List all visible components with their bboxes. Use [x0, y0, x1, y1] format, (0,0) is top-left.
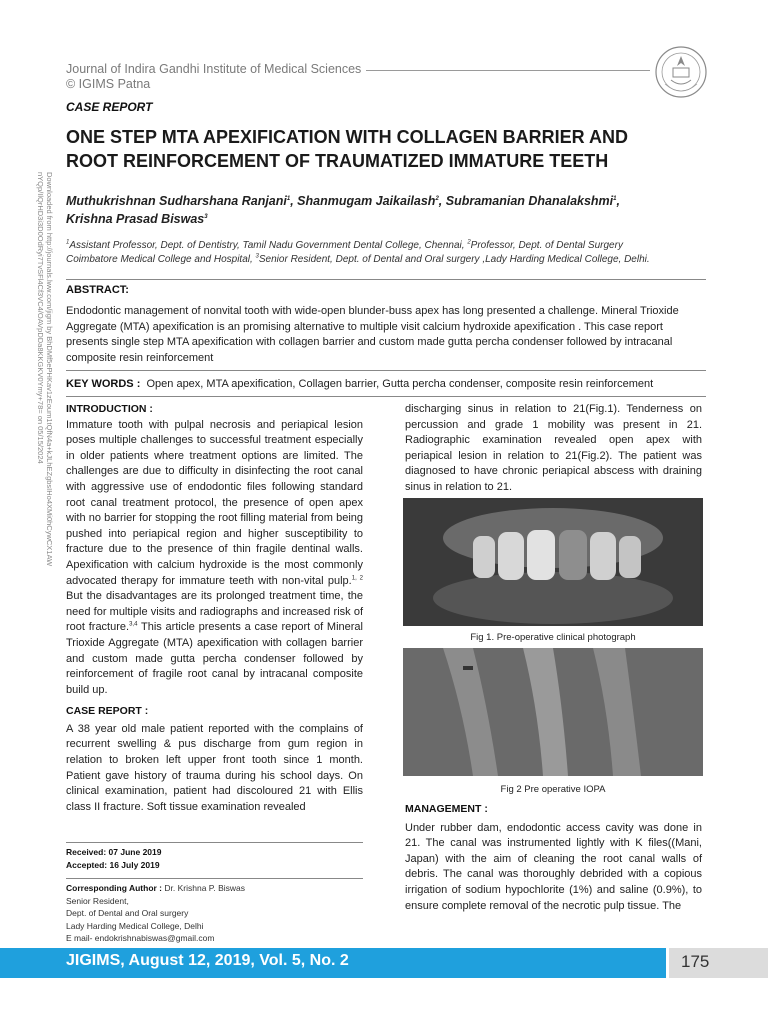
download-notice-line1: Downloaded from http://journals.lww.com/jigm by BhDMf5ePHKav1zEoum1tQfN4a+kJLhEZgbsIHo4XMi0hCywCX1AW [45, 172, 54, 567]
author-1: Muthukrishnan Sudharshana Ranjani [66, 194, 287, 208]
ref-1: 1, 2 [351, 574, 363, 581]
case-report-paragraph: A 38 year old male patient reported with the complains of recurrent swelling & pus discharge from gum region in relation to broken left upper front tooth since 1 month. Patient gave history of trauma during his school days. On clinical examination, patient had discoloured 21 with Ellis class II fracture. Soft tissue examination revealed [66, 722, 363, 813]
affil-1: Assistant Professor, Dept. of Dentistry, Tamil Nadu Government Dental College, Chennai, [69, 240, 468, 251]
keywords-label: KEY WORDS : [66, 378, 141, 390]
ref-2: 3,4 [129, 621, 138, 628]
affil-sup-2: 2 [467, 239, 471, 246]
affiliations [66, 239, 716, 267]
abstract-heading: ABSTRACT: [66, 284, 129, 296]
right-column-top: discharging sinus in relation to 21(Fig.1). Tenderness on percussion and grade 1 mobility was present in 21. Radiographic examination revealed open apex with periapical lesion in relation to 21(Fig.2). The patient was diagnosed to have chronic periapical abscess with draining sinus in relation to 21. [405, 403, 702, 493]
accepted-label: Accepted: [66, 859, 108, 870]
author-2: Shanmugam Jaikailash [297, 194, 436, 208]
author-4-affil: 3 [204, 213, 208, 220]
author-list: Muthukrishnan Sudharshana Ranjani$^1$, Shanmugam Jaikailash$^2$, Subramanian Dhanalakshmi$^1$, Krishna Prasad Biswas$^3$ [66, 194, 620, 226]
article-title [66, 125, 706, 173]
management-paragraph: Under rubber dam, endodontic access cavity was done in 21. The canal was instrumented lightly with K files((Mani, Japan) with the aim of cleaning the root canal walls of debris. The canal was thoroughly debrided with a copious irrigation of sodium hypochlorite (1%) and saline (0.9%), to ensure complete removal of the necrotic pulp tissue. The [405, 821, 702, 912]
author-4: Krishna Prasad Biswas [66, 212, 205, 226]
affil-4: Senior Resident, Dept. of Dental and Oral surgery ,Lady Harding Medical College, Delhi. [258, 254, 650, 265]
divider [66, 396, 706, 397]
figure-1-caption: Fig 1. Pre-operative clinical photograph [470, 632, 636, 643]
journal-name [66, 62, 361, 92]
divider [66, 878, 363, 879]
intro-heading: INTRODUCTION : [66, 403, 153, 415]
article-dates [66, 846, 366, 871]
institute-seal-icon [653, 44, 709, 100]
author-3: Subramanian Dhanalakshmi [445, 194, 614, 208]
page-number-box [669, 948, 768, 978]
article-category: CASE REPORT [66, 100, 153, 114]
download-notice [36, 172, 54, 692]
author-3-affil: 1 [613, 195, 617, 202]
page-number: 175 [681, 952, 710, 971]
figure-2-radiograph [403, 648, 703, 776]
author-1-affil: 1 [286, 195, 291, 202]
journal-copyright: © IGIMS Patna [66, 77, 151, 91]
affil-3: Coimbatore Medical College and Hospital, [66, 254, 256, 265]
keywords [66, 378, 716, 390]
case-report-heading: CASE REPORT : [66, 705, 149, 718]
management-heading: MANAGEMENT : [405, 803, 488, 815]
figure-2-caption: Fig 2 Pre operative IOPA [500, 784, 606, 795]
accepted-date: 16 July 2019 [109, 859, 160, 870]
footer-citation: JIGIMS, August 12, 2019, Vol. 5, No. 2 [66, 952, 349, 969]
affil-sup-3: 3 [255, 253, 259, 260]
download-notice-line2: nYQp/IlQrHD3i3D0OdRyi7TvSFl4Cf3VC4/OAVpDDa8KKGKV0Ymy+78= on 05/15/2024 [36, 172, 45, 464]
figure-1-clinical-photo [403, 498, 703, 626]
divider [66, 279, 706, 280]
correspondence-block [66, 882, 366, 945]
corresponding-label: Corresponding Author : [66, 883, 163, 893]
corresponding-email: E mail- endokrishnabiswas@gmail.com [66, 933, 215, 943]
divider [66, 842, 363, 843]
author-2-affil: 2 [435, 195, 439, 202]
corresponding-line3: Lady Harding Medical College, Delhi [66, 920, 204, 931]
footer-citation-bar [0, 948, 666, 978]
header-rule [366, 70, 650, 71]
keywords-text: Open apex, MTA apexification, Collagen barrier, Gutta percha condenser, composite resin reinforcement [146, 378, 654, 390]
article-title-line2: ROOT REINFORCEMENT OF TRAUMATIZED IMMATURE TEETH [66, 151, 609, 171]
received-label: Received: [66, 847, 107, 857]
left-column [66, 402, 363, 815]
right-column-bottom [405, 802, 702, 914]
intro-paragraph: Immature tooth with pulpal necrosis and periapical lesion poses multiple challenges to successful treatment especially in older patients where treatment options are limited. The challenges are due to difficulty in disinfecting the root canal with aggressive use of endodontic files following standard root canal treatment protocol, the presence of open apex with no barrier for stopping the root filling material from being pushed into periapical region and higher susceptibility to fracture due to the presence of thin fragile dentinal walls. Apexification with calcium hydroxide is the most commonly advocated therapy for immature teeth with non-vital pulp.$^{1, 2}$ But the disadvantages are its prolonged treatment time, the need for multiple visits and radiographs and increased risk of root fracture.$^{3,4}$ This article presents a case report of Mineral Trioxide Aggregate (MTA) apexification with collagen barrier and custom made gutta percha condenser followed by reinforcement of fragile root canal by intracanal composite build up. [66, 418, 363, 696]
abstract-text: Endodontic management of nonvital tooth with wide-open blunder-buss apex has long presented a challenge. Mineral Trioxide Aggregate (MTA) apexification is an promising alternative to multiple visit calcium hydroxide apexification . This case report presents single step MTA apexification with collagen barrier and custom made gutta percha condenser followed by intracanal composite resin reinforcement [66, 305, 679, 364]
article-title-line1: ONE STEP MTA APEXIFICATION WITH COLLAGEN BARRIER AND [66, 127, 628, 147]
corresponding-line2: Dept. of Dental and Oral surgery [66, 908, 189, 918]
received-date: 07 June 2019 [108, 847, 162, 857]
corresponding-line1: Senior Resident, [66, 895, 129, 906]
divider [66, 370, 706, 371]
corresponding-name: Dr. Krishna P. Biswas [164, 883, 246, 893]
affil-sup-1: 1 [66, 239, 70, 246]
journal-title: Journal of Indira Gandhi Institute of Medical Sciences [66, 62, 362, 76]
affil-2: Professor, Dept. of Dental Surgery [470, 240, 623, 251]
